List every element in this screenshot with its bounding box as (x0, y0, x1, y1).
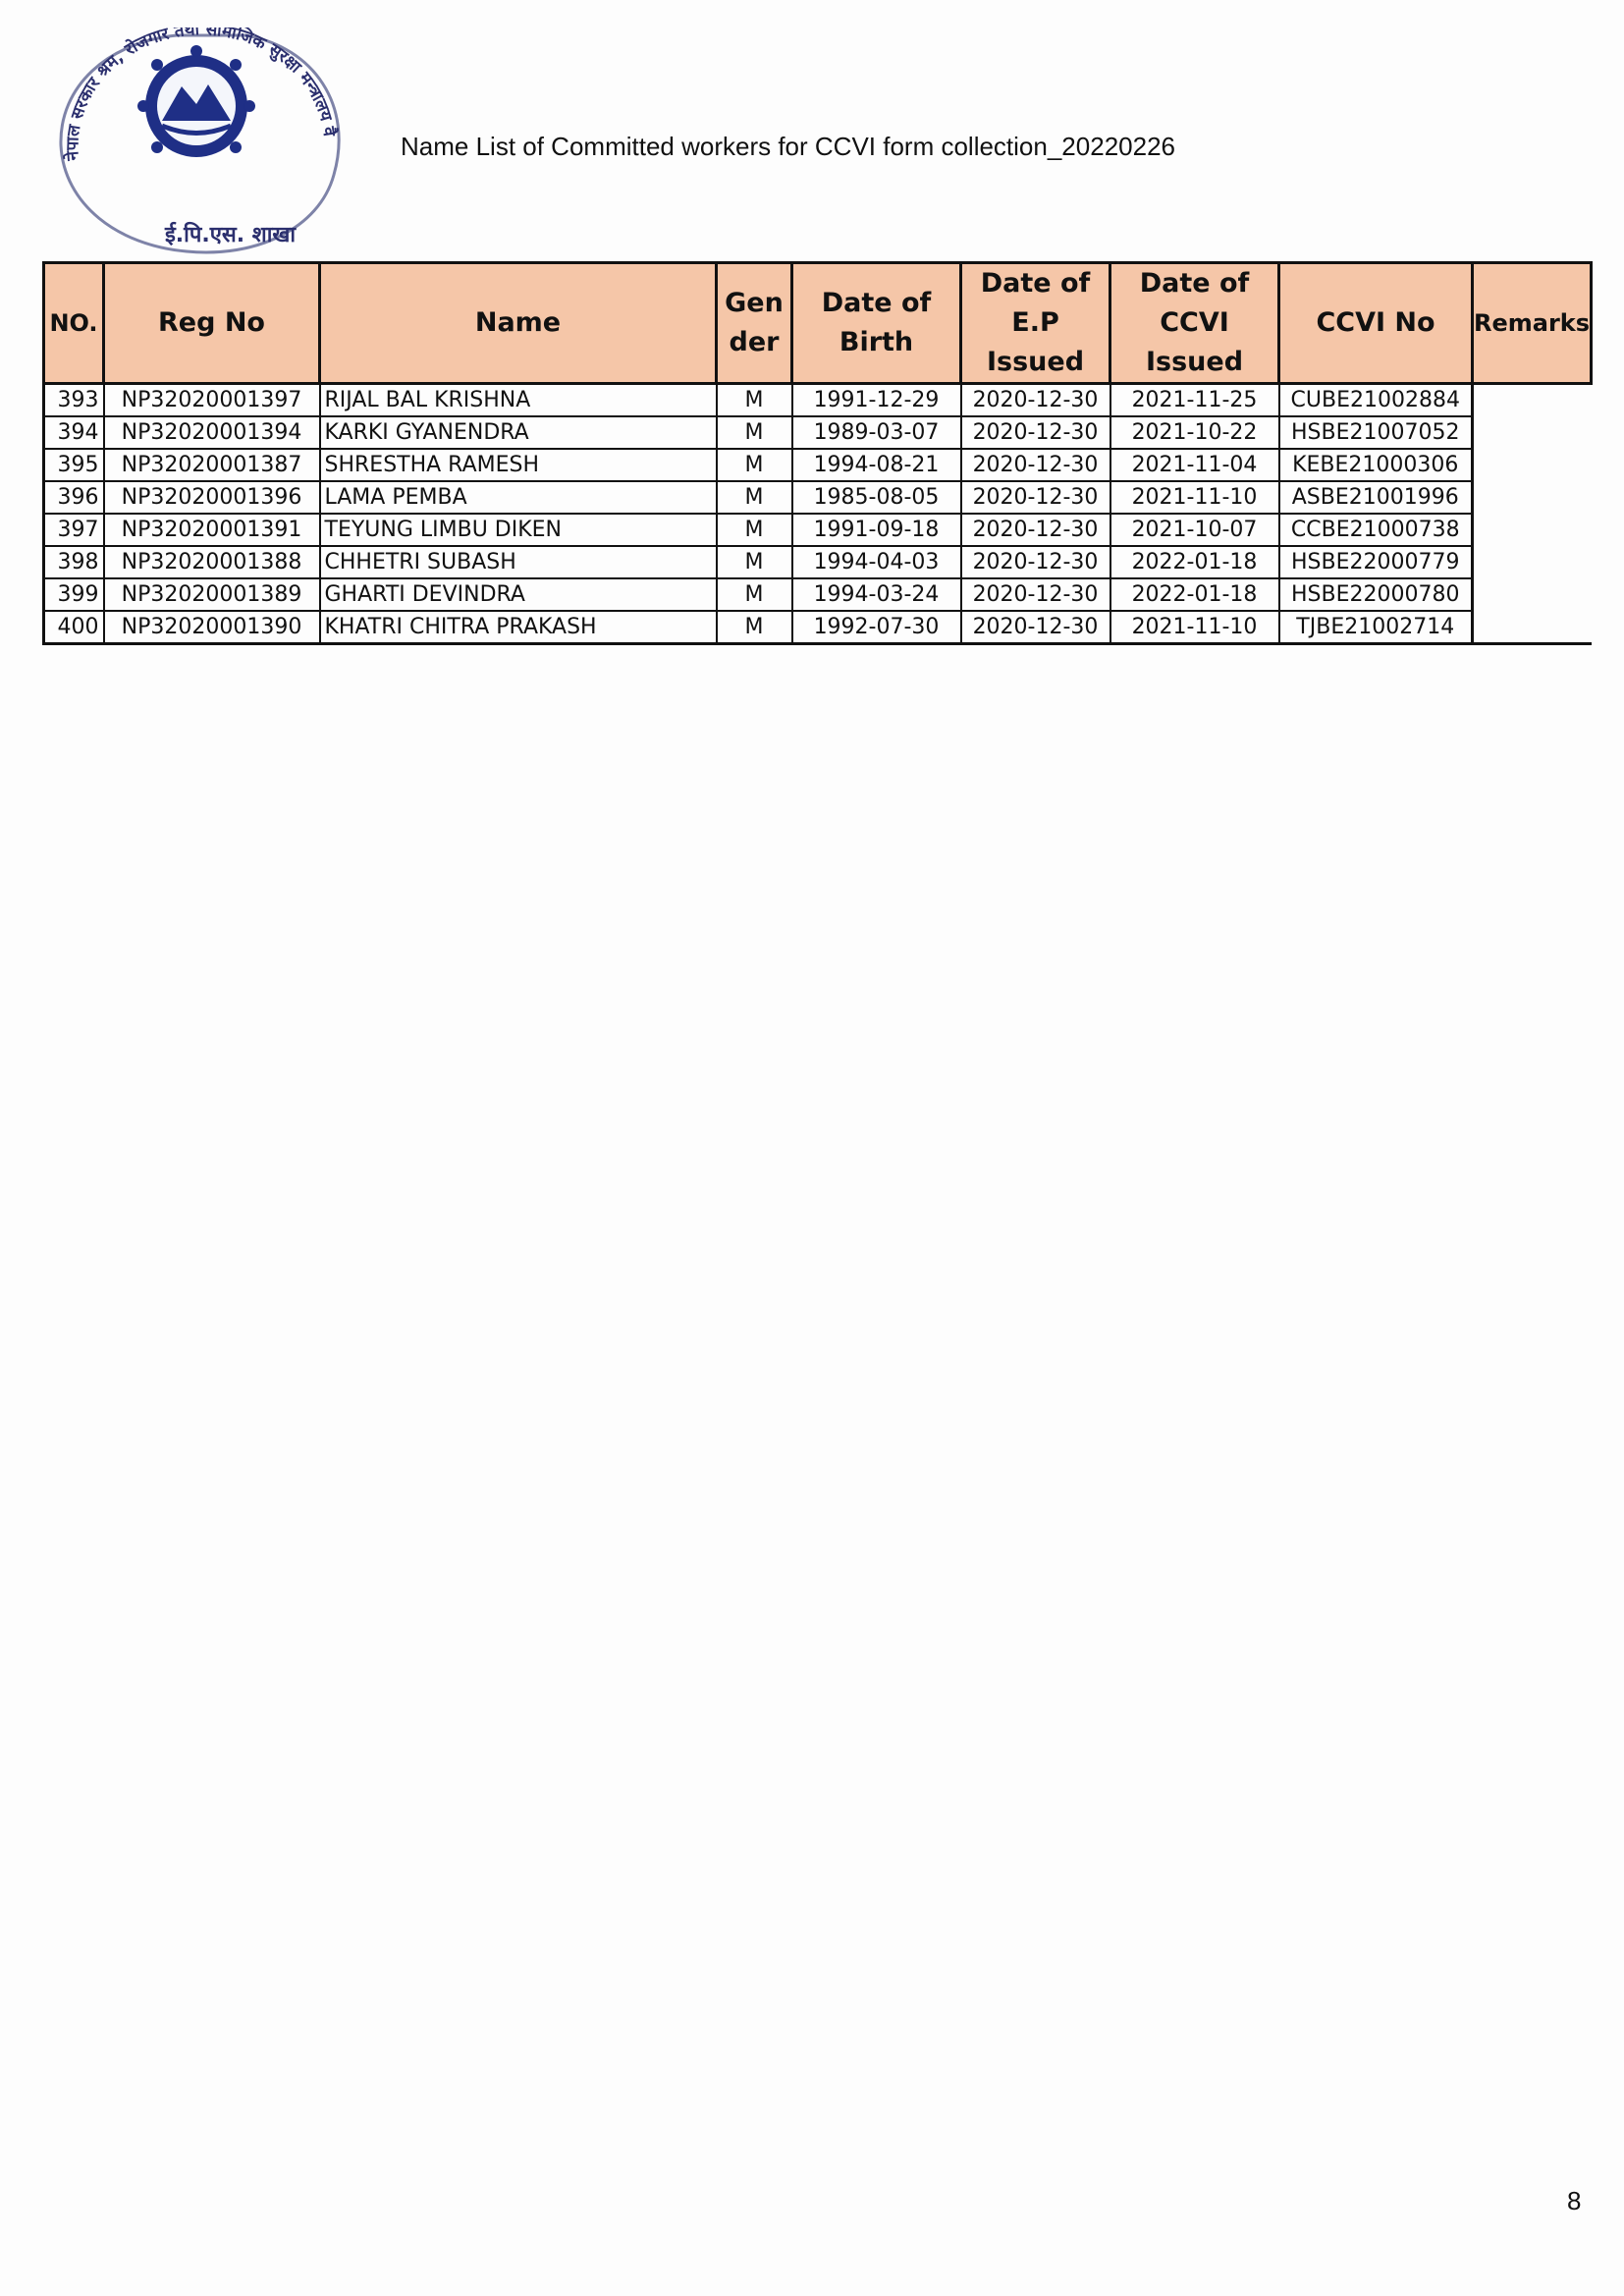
cell-ccvi-no: ASBE21001996 (1279, 481, 1473, 514)
cell-no: 393 (44, 384, 104, 417)
cell-name: KHATRI CHITRA PRAKASH (320, 611, 717, 644)
cell-reg-no: NP32020001388 (104, 546, 320, 578)
table-row (44, 546, 1592, 578)
header-no: NO. (44, 263, 104, 384)
table-row (44, 481, 1592, 514)
cell-no: 399 (44, 578, 104, 611)
header-gender-line1: Gen (725, 288, 784, 318)
seal-ring-text: नेपाल सरकार श्रम, रोजगार तथा सामाजिक सुरक्षा मन्त्रालय वै (63, 27, 340, 162)
cell-reg-no: NP32020001390 (104, 611, 320, 644)
cell-reg-no: NP32020001396 (104, 481, 320, 514)
table-row (44, 449, 1592, 481)
cell-dob: 1994-04-03 (792, 546, 961, 578)
cell-ccvi-issued: 2021-11-25 (1110, 384, 1279, 417)
cell-ep-issued: 2020-12-30 (961, 384, 1110, 417)
cell-ccvi-no: HSBE21007052 (1279, 416, 1473, 449)
cell-dob: 1991-09-18 (792, 514, 961, 546)
cell-reg-no: NP32020001387 (104, 449, 320, 481)
cell-reg-no: NP32020001397 (104, 384, 320, 417)
header-ccvi-date-line1: Date of (1139, 268, 1250, 299)
header-remarks: Remarks (1473, 263, 1592, 384)
cell-dob: 1994-08-21 (792, 449, 961, 481)
cell-ccvi-no: KEBE21000306 (1279, 449, 1473, 481)
cell-ccvi-no: CCBE21000738 (1279, 514, 1473, 546)
table-row (44, 384, 1592, 417)
header-gender (717, 263, 792, 384)
cell-gender: M (717, 481, 792, 514)
cell-ccvi-issued: 2021-10-22 (1110, 416, 1279, 449)
cell-ep-issued: 2020-12-30 (961, 481, 1110, 514)
cell-reg-no: NP32020001394 (104, 416, 320, 449)
cell-ccvi-no: HSBE22000779 (1279, 546, 1473, 578)
cell-dob: 1989-03-07 (792, 416, 961, 449)
cell-ccvi-issued: 2021-10-07 (1110, 514, 1279, 546)
table-row (44, 611, 1592, 644)
cell-gender: M (717, 449, 792, 481)
header-ccvi-issued (1110, 263, 1279, 384)
cell-name: GHARTI DEVINDRA (320, 578, 717, 611)
cell-gender: M (717, 546, 792, 578)
cell-ccvi-issued: 2021-11-10 (1110, 481, 1279, 514)
cell-ccvi-issued: 2021-11-10 (1110, 611, 1279, 644)
workers-table (42, 261, 1593, 645)
cell-dob: 1985-08-05 (792, 481, 961, 514)
table-row (44, 416, 1592, 449)
header-dob-line2: Birth (839, 327, 914, 357)
cell-ccvi-no: HSBE22000780 (1279, 578, 1473, 611)
cell-remarks (1473, 384, 1592, 417)
cell-gender: M (717, 611, 792, 644)
cell-ep-issued: 2020-12-30 (961, 449, 1110, 481)
cell-remarks (1473, 449, 1592, 481)
header-dob-line1: Date of (821, 288, 932, 318)
cell-name: CHHETRI SUBASH (320, 546, 717, 578)
seal-branch-text: ई.पि.एस. शाखा (165, 223, 297, 247)
cell-no: 398 (44, 546, 104, 578)
cell-gender: M (717, 384, 792, 417)
cell-name: KARKI GYANENDRA (320, 416, 717, 449)
header-ccvi-no: CCVI No (1279, 263, 1473, 384)
cell-no: 396 (44, 481, 104, 514)
header-ep-line2: E.P Issued (986, 307, 1085, 377)
cell-remarks (1473, 611, 1592, 644)
table-header-row (44, 263, 1592, 384)
government-seal-logo (39, 27, 353, 273)
cell-remarks (1473, 578, 1592, 611)
table-row (44, 578, 1592, 611)
document-title: Name List of Committed workers for CCVI form collection_20220226 (401, 132, 1175, 161)
cell-ccvi-issued: 2021-11-04 (1110, 449, 1279, 481)
cell-name: RIJAL BAL KRISHNA (320, 384, 717, 417)
cell-ep-issued: 2020-12-30 (961, 514, 1110, 546)
cell-ccvi-issued: 2022-01-18 (1110, 546, 1279, 578)
header-gender-line2: der (729, 327, 780, 357)
header-ep-issued (961, 263, 1110, 384)
cell-remarks (1473, 546, 1592, 578)
cell-dob: 1991-12-29 (792, 384, 961, 417)
page-number: 8 (1567, 2186, 1582, 2215)
header-reg-no: Reg No (104, 263, 320, 384)
cell-gender: M (717, 416, 792, 449)
cell-ccvi-no: TJBE21002714 (1279, 611, 1473, 644)
cell-ep-issued: 2020-12-30 (961, 416, 1110, 449)
cell-no: 400 (44, 611, 104, 644)
table-row (44, 514, 1592, 546)
cell-dob: 1992-07-30 (792, 611, 961, 644)
cell-ccvi-issued: 2022-01-18 (1110, 578, 1279, 611)
cell-ep-issued: 2020-12-30 (961, 546, 1110, 578)
cell-name: SHRESTHA RAMESH (320, 449, 717, 481)
cell-remarks (1473, 514, 1592, 546)
cell-ep-issued: 2020-12-30 (961, 611, 1110, 644)
header-ep-line1: Date of (980, 268, 1091, 299)
cell-ccvi-no: CUBE21002884 (1279, 384, 1473, 417)
cell-no: 395 (44, 449, 104, 481)
cell-ep-issued: 2020-12-30 (961, 578, 1110, 611)
cell-gender: M (717, 578, 792, 611)
cell-name: LAMA PEMBA (320, 481, 717, 514)
cell-no: 394 (44, 416, 104, 449)
cell-remarks (1473, 416, 1592, 449)
header-ccvi-date-line2: CCVI Issued (1145, 307, 1244, 377)
cell-no: 397 (44, 514, 104, 546)
cell-dob: 1994-03-24 (792, 578, 961, 611)
header-dob (792, 263, 961, 384)
cell-reg-no: NP32020001389 (104, 578, 320, 611)
cell-name: TEYUNG LIMBU DIKEN (320, 514, 717, 546)
cell-remarks (1473, 481, 1592, 514)
header-name: Name (320, 263, 717, 384)
cell-gender: M (717, 514, 792, 546)
cell-reg-no: NP32020001391 (104, 514, 320, 546)
